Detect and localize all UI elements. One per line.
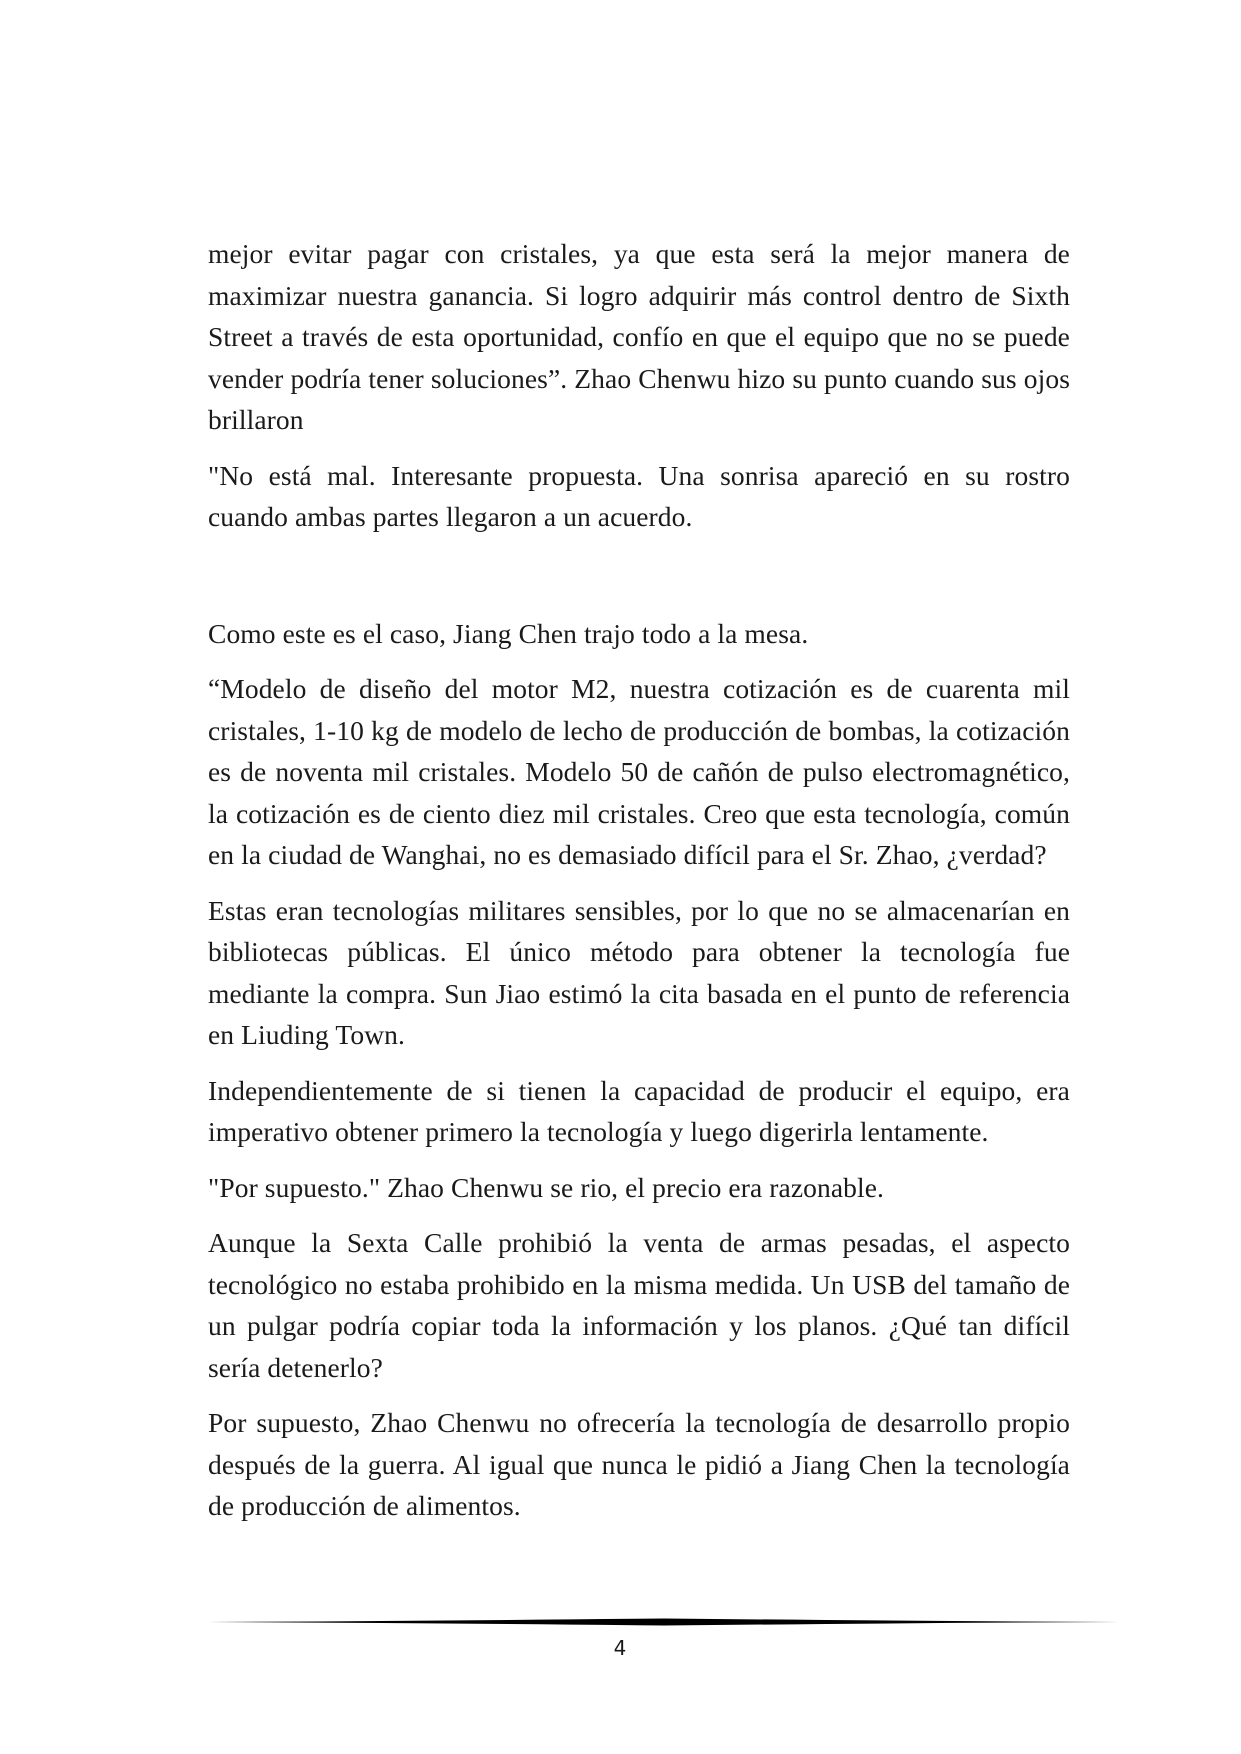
paragraph: Independientemente de si tienen la capacidad de producir el equipo, era imperativo obtener primero la tecnología y luego digerirla lentamente. — [208, 1074, 1070, 1147]
section-break — [208, 552, 1070, 613]
paragraph: Estas eran tecnologías militares sensibles, por lo que no se almacenarían en bibliotecas públicas. El único método para obtener la tecnología fue mediante la compra. Sun Jiao estimó la cita basada en el punto de referencia en Liuding Town. — [208, 894, 1070, 1050]
page-number: 4 — [613, 1636, 627, 1660]
paragraph: Como este es el caso, Jiang Chen trajo todo a la mesa. — [208, 617, 809, 649]
paragraph: "Por supuesto." Zhao Chenwu se rio, el precio era razonable. — [208, 1171, 885, 1203]
paragraph: Por supuesto, Zhao Chenwu no ofrecería la tecnología de desarrollo propio después de la guerra. Al igual que nunca le pidió a Jiang Chen la tecnología de producción de alimentos. — [208, 1407, 1070, 1521]
paragraph: Aunque la Sexta Calle prohibió la venta de armas pesadas, el aspecto tecnológico no estaba prohibido en la misma medida. Un USB del tamaño de un pulgar podría copiar toda la información y los planos. ¿Qué tan difícil sería detenerlo? — [208, 1227, 1070, 1383]
paragraph: mejor evitar pagar con cristales, ya que esta será la mejor manera de maximizar nuestra ganancia. Si logro adquirir más control dentro de Sixth Street a través de esta oportunidad, confío en que el equipo que no se puede vender podría tener soluciones”. Zhao Chenwu hizo su punto cuando sus ojos brillaron — [208, 238, 1070, 435]
paragraph: “Modelo de diseño del motor M2, nuestra cotización es de cuarenta mil cristales, 1-10 kg de modelo de lecho de producción de bombas, la cotización es de noventa mil cristales. Modelo 50 de cañón de pulso electromagnético, la cotización es de ciento diez mil cristales. Creo que esta tecnología, común en la ciudad de Wanghai, no es demasiado difícil para el Sr. Zhao, ¿verdad? — [208, 673, 1070, 870]
footer-divider — [208, 1615, 1120, 1629]
page-body — [208, 233, 1070, 1541]
paragraph: "No está mal. Interesante propuesta. Una sonrisa apareció en su rostro cuando ambas partes llegaron a un acuerdo. — [208, 459, 1070, 532]
